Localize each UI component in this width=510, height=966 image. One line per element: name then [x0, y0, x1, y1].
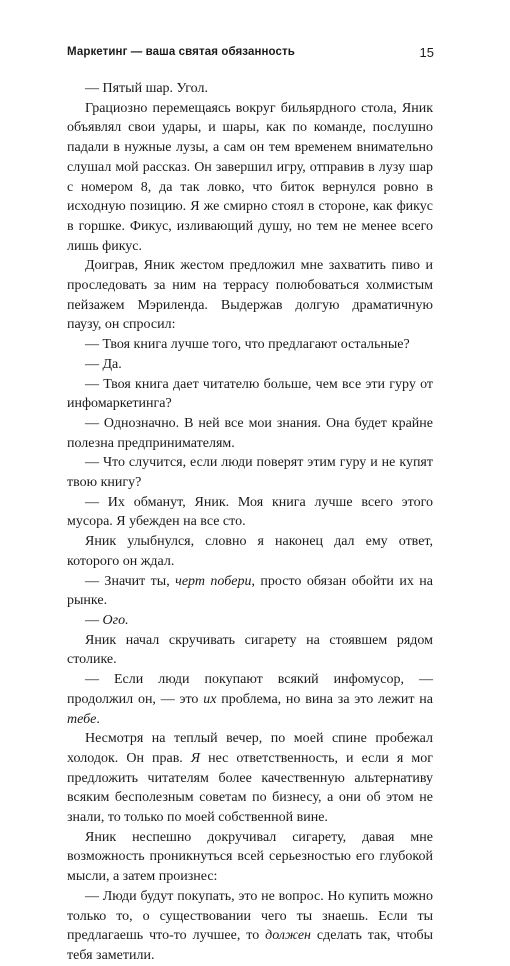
italic-text: их	[203, 691, 217, 707]
paragraph	[67, 493, 433, 532]
text-run: .	[96, 711, 100, 727]
text-run: — Если люди покупают всякий инфомусор, — продолжил он, — это	[67, 672, 433, 707]
text-run: нес ответственность, и если я мог предложить читателям более качественную альтернативу всяким бесполезным советам по бизнесу, а они об этом не знали, то только по моей собственной вине.	[67, 750, 433, 826]
paragraph	[67, 631, 433, 670]
text-run: Доиграв, Яник жестом предложил мне захватить пиво и проследовать за ним на террасу полюбоваться холмистым пейзажем Мэриленда. Выдержав долгую драматичную паузу, он спросил:	[67, 258, 433, 333]
italic-text: тебе	[67, 711, 97, 727]
page-header	[67, 46, 434, 64]
text-run: — Значит ты,	[85, 573, 176, 589]
running-title: Маркетинг — ваша святая обязанность	[67, 46, 295, 58]
text-run: проблема, но вина за это лежит на	[216, 691, 433, 707]
paragraph	[67, 375, 433, 414]
paragraph	[67, 887, 433, 966]
paragraph	[67, 99, 433, 257]
paragraph	[67, 414, 433, 453]
text-run: — Твоя книга лучше того, что предлагают остальные?	[85, 337, 410, 353]
text-run: — Пятый шар. Угол.	[85, 81, 208, 96]
italic-text: Ого.	[102, 612, 129, 628]
paragraph	[67, 572, 433, 611]
text-run: Несмотря на теплый вечер, по моей спине пробежал холодок. Он прав.	[67, 731, 433, 766]
paragraph	[67, 611, 433, 631]
text-run: Грациозно перемещаясь вокруг бильярдного стола, Яник объявлял свои удары, и шары, как по команде, послушно падали в нужные лузы, а сам он тем временем внимательно слушал мой рассказ. Он завершил игру, отправив в лузу шар с номером 8, да так ловко, что биток вернулся ровно в исходную позицию. Я же смирно стоял в стороне, как фикус в горшке. Фикус, изливающий душу, но тем не менее всего лишь фикус.	[67, 100, 433, 254]
paragraph	[67, 729, 433, 828]
italic-text: Я	[190, 750, 201, 766]
text-run: Яник улыбнулся, словно я наконец дал ему ответ, которого он ждал.	[67, 534, 433, 569]
paragraph	[67, 670, 433, 729]
text-run: — Да.	[85, 356, 122, 372]
page-number: 15	[419, 45, 434, 60]
text-run: — Люди будут покупать, это не вопрос. Но купить можно только то, о существовании чего ты знаешь. Если ты предлагаешь что-то лучшее, то	[67, 888, 433, 944]
paragraph	[67, 256, 433, 335]
paragraph	[67, 79, 433, 99]
text-run: — Однозначно. В ней все мои знания. Она будет крайне полезна предпринимателям.	[67, 415, 433, 451]
text-run: Яник неспешно докручивал сигарету, давая мне возможность проникнуться всей серьезностью его глубокой мысли, а затем произнес:	[67, 829, 433, 885]
text-run: , просто обязан обойти их на рынке.	[67, 573, 433, 609]
text-run: сделать так, чтобы тебя заметили.	[67, 928, 433, 963]
text-run: — Что случится, если люди поверят этим гуру и не купят твою книгу?	[67, 455, 433, 491]
italic-text: черт побери	[175, 573, 252, 589]
text-run: — Их обманут, Яник. Моя книга лучше всего этого мусора. Я убежден на все сто.	[67, 494, 433, 530]
paragraph	[67, 453, 433, 492]
text-run: — Твоя книга дает читателю больше, чем все эти гуру от инфомаркетинга?	[67, 376, 433, 412]
paragraph	[67, 532, 433, 571]
italic-text: должен	[265, 928, 311, 944]
paragraph	[67, 355, 433, 375]
body-text	[67, 79, 433, 966]
text-run: —	[85, 612, 103, 628]
paragraph	[67, 335, 433, 355]
paragraph	[67, 828, 433, 887]
text-run: Яник начал скручивать сигарету на стоявшем рядом столике.	[67, 632, 433, 668]
